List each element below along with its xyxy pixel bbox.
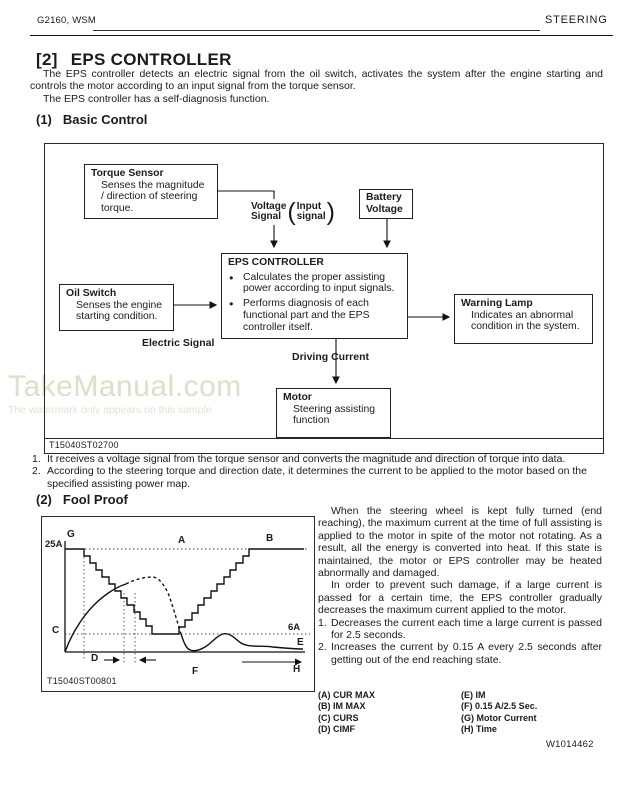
voltage-signal-label [251, 199, 336, 225]
graph-legend [318, 690, 604, 735]
fool-item-1 [318, 617, 602, 642]
im-rise-trace [65, 584, 126, 652]
legend-d: (D) CIMF [318, 723, 355, 734]
header-rule-thick [30, 35, 613, 36]
warning-lamp-line1: Indicates an abnormal [471, 309, 574, 321]
fool-proof-heading-text: Fool Proof [62, 492, 128, 507]
note-2-text: According to the steering torque and direction date, it determines the current to be applied to the motor based on the specified assisting power map. [47, 465, 587, 490]
eps-bullet-1: ● Calculates the proper assisting power according to input signals. [228, 272, 402, 295]
watermark-text: TakeManual.com [8, 370, 242, 403]
legend-e: (E) IM [461, 690, 486, 700]
legend-row [318, 690, 604, 701]
intro-paragraph-2: The EPS controller has a self-diagnosis function. [43, 92, 270, 105]
fool-item-2-number: 2. [318, 641, 327, 654]
label-c: C [52, 625, 60, 636]
battery-voltage-box [359, 189, 413, 219]
label-f: F [192, 666, 199, 677]
fool-proof-graph [41, 516, 315, 692]
basic-control-heading-text: Basic Control [62, 112, 148, 127]
diagram-figure-code: T15040ST02700 [49, 440, 119, 450]
note-1 [32, 453, 608, 465]
page-title-text: EPS CONTROLLER [70, 50, 232, 69]
motor-title: Motor [283, 392, 312, 403]
motor-line1: Steering assisting [293, 403, 376, 415]
label-25a: 25A [45, 539, 63, 550]
note-1-number: 1. [32, 453, 41, 465]
basic-control-diagram [44, 143, 604, 454]
fool-proof-heading [36, 492, 128, 507]
paren-close: ) [326, 198, 335, 226]
note-2 [32, 465, 608, 490]
fool-proof-items [318, 617, 602, 667]
driving-current-label: Driving Current [292, 351, 370, 363]
torque-sensor-box [84, 164, 218, 219]
oil-switch-title: Oil Switch [66, 288, 117, 299]
oil-switch-line1: Senses the engine [76, 299, 163, 311]
label-a: A [178, 535, 186, 546]
battery-line2: Voltage [366, 203, 403, 215]
torque-sensor-line3: torque. [101, 203, 134, 215]
legend-row [318, 724, 604, 735]
note-2-number: 2. [32, 465, 41, 478]
header-doc-code: G2160, WSM [37, 15, 97, 26]
header-section: STEERING [545, 14, 608, 26]
basic-control-heading-number: (1) [36, 112, 52, 127]
fool-item-1-text: Decreases the current each time a large current is passed for 2.5 seconds. [331, 616, 602, 642]
legend-f: (F) 0.15 A/2.5 Sec. [461, 701, 538, 712]
fool-proof-paragraph-2: In order to prevent such damage, if a large current is passed for a certain time, the EPS controller gradually decreases the maximum current applied to the motor. [318, 579, 602, 617]
motor-box [276, 388, 391, 438]
paren-open: ( [287, 198, 296, 226]
im-tail-trace [181, 634, 303, 651]
legend-h: (H) Time [461, 723, 497, 734]
label-6a: 6A [288, 622, 301, 633]
watermark-subtext: The watermark only appears on this sample [8, 404, 212, 416]
legend-g: (G) Motor Current [461, 712, 537, 723]
reference-code: W1014462 [546, 739, 594, 750]
fool-item-1-number: 1. [318, 616, 327, 629]
input-signal-words: Input signal [296, 200, 326, 222]
legend-b: (B) IM MAX [318, 701, 366, 712]
warning-lamp-title: Warning Lamp [461, 298, 533, 309]
fool-proof-paragraph-1: When the steering wheel is kept fully turned (end reaching), the maximum current at the time of full assisting is applied to the motor in spite of the motor not rotating. As a result, all the energy is converted into heat. If this state is maintained, the motor or EPS controller may be heated abnormally and damaged. [318, 505, 602, 580]
legend-a: (A) CUR MAX [318, 690, 375, 700]
note-1-text: It receives a voltage signal from the torque sensor and converts the magnitude and direction of torque into data. [47, 453, 566, 465]
cur-max-step-trace [65, 549, 304, 634]
torque-sensor-title: Torque Sensor [91, 168, 164, 179]
eps-controller-title: EPS CONTROLLER [228, 257, 324, 268]
fool-item-2 [318, 641, 602, 666]
intro-paragraphs [30, 68, 603, 105]
battery-line1: Battery [366, 192, 402, 203]
torque-sensor-line1: Senses the magnitude [101, 179, 205, 191]
label-h: H [293, 664, 301, 675]
fool-proof-text [318, 505, 602, 666]
graph-figure-code: T15040ST00801 [47, 676, 117, 686]
oil-switch-line2: starting condition. [76, 311, 158, 323]
torque-sensor-line2: / direction of steering [101, 191, 198, 203]
label-b: B [266, 533, 274, 544]
diagram-caption-strip [45, 438, 603, 452]
page-title-number: [2] [36, 50, 58, 69]
label-e: E [297, 637, 304, 648]
fool-item-2-text: Increases the current by 0.15 A every 2.5 seconds after getting out of the end reaching state. [331, 641, 602, 666]
oil-switch-box [59, 284, 174, 331]
legend-row [318, 713, 604, 724]
warning-lamp-box [454, 294, 593, 344]
fool-proof-heading-number: (2) [36, 492, 52, 507]
label-d: D [91, 653, 99, 664]
label-g: G [67, 529, 75, 540]
page-title [36, 50, 232, 70]
basic-control-heading [36, 112, 147, 127]
motor-line2: function [293, 415, 330, 427]
legend-c: (C) CURS [318, 712, 359, 723]
legend-row [318, 701, 604, 712]
basic-control-notes [32, 453, 608, 490]
eps-controller-box [221, 253, 408, 339]
voltage-signal-words: Voltage Signal [251, 200, 287, 222]
intro-paragraph-1: The EPS controller detects an electric signal from the oil switch, activates the system after the engine starting and controls the motor according to an input signal from the torque sensor. [30, 68, 603, 93]
electric-signal-label: Electric Signal [142, 337, 215, 349]
warning-lamp-line2: condition in the system. [471, 321, 580, 333]
eps-bullet-2: ● Performs diagnosis of each functional part and the EPS controller itself. [228, 298, 402, 333]
header-rule-thin [93, 30, 540, 31]
